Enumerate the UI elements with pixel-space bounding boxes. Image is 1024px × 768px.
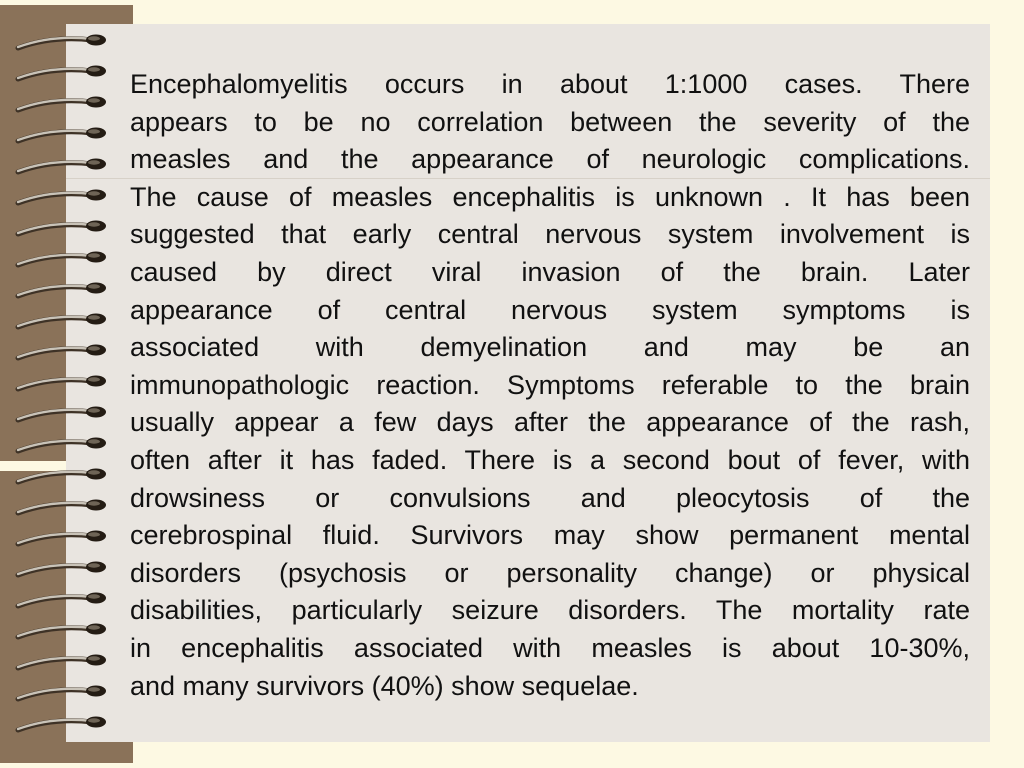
text-line: immunopathologic reaction. Symptoms referable to the brain <box>130 369 970 400</box>
binding-ring <box>18 686 106 700</box>
text-line: suggested that early central nervous system involvement is <box>130 219 970 250</box>
binding-ring <box>18 190 106 204</box>
spiral-binding-icon <box>0 0 133 768</box>
text-line: drowsiness or convulsions and pleocytosis of the <box>130 482 970 513</box>
binding-ring <box>18 531 106 545</box>
text-line: The cause of measles encephalitis is unknown . It has been <box>130 181 970 212</box>
text-line: often after it has faded. There is a second bout of fever, with <box>130 444 970 475</box>
binding-ring <box>18 438 106 452</box>
text-line: disorders (psychosis or personality change) or physical <box>130 557 970 588</box>
text-line: associated with demyelination and may be an <box>130 332 970 363</box>
text-line: and many survivors (40%) show sequelae. <box>130 670 639 701</box>
body-paragraph <box>130 66 970 705</box>
binding-ring <box>18 252 106 266</box>
text-line: usually appear a few days after the appearance of the rash, <box>130 407 970 438</box>
binding-ring <box>18 655 106 669</box>
binding-ring <box>18 717 106 731</box>
text-line: disabilities, particularly seizure disorders. The mortality rate <box>130 595 970 626</box>
text-line: appears to be no correlation between the severity of the <box>130 106 970 137</box>
binding-ring <box>18 407 106 421</box>
binding-ring <box>18 283 106 297</box>
text-line: cerebrospinal fluid. Survivors may show permanent mental <box>130 520 970 551</box>
binding-ring <box>18 66 106 80</box>
binding-ring <box>18 221 106 235</box>
text-line: measles and the appearance of neurologic complications. <box>130 144 970 175</box>
binding-ring <box>18 562 106 576</box>
binding-ring <box>18 624 106 638</box>
text-line: caused by direct viral invasion of the brain. Later <box>130 256 970 287</box>
binding-ring <box>18 345 106 359</box>
text-line: appearance of central nervous system symptoms is <box>130 294 970 325</box>
binding-ring <box>18 35 106 49</box>
binding-ring <box>18 128 106 142</box>
binding-ring <box>18 97 106 111</box>
binding-ring <box>18 500 106 514</box>
binding-ring <box>18 159 106 173</box>
binding-ring <box>18 376 106 390</box>
binding-ring <box>18 314 106 328</box>
text-line: Encephalomyelitis occurs in about 1:1000 cases. There <box>130 69 970 99</box>
binding-ring <box>18 593 106 607</box>
binding-ring <box>18 469 106 483</box>
text-line: in encephalitis associated with measles is about 10-30%, <box>130 632 970 663</box>
